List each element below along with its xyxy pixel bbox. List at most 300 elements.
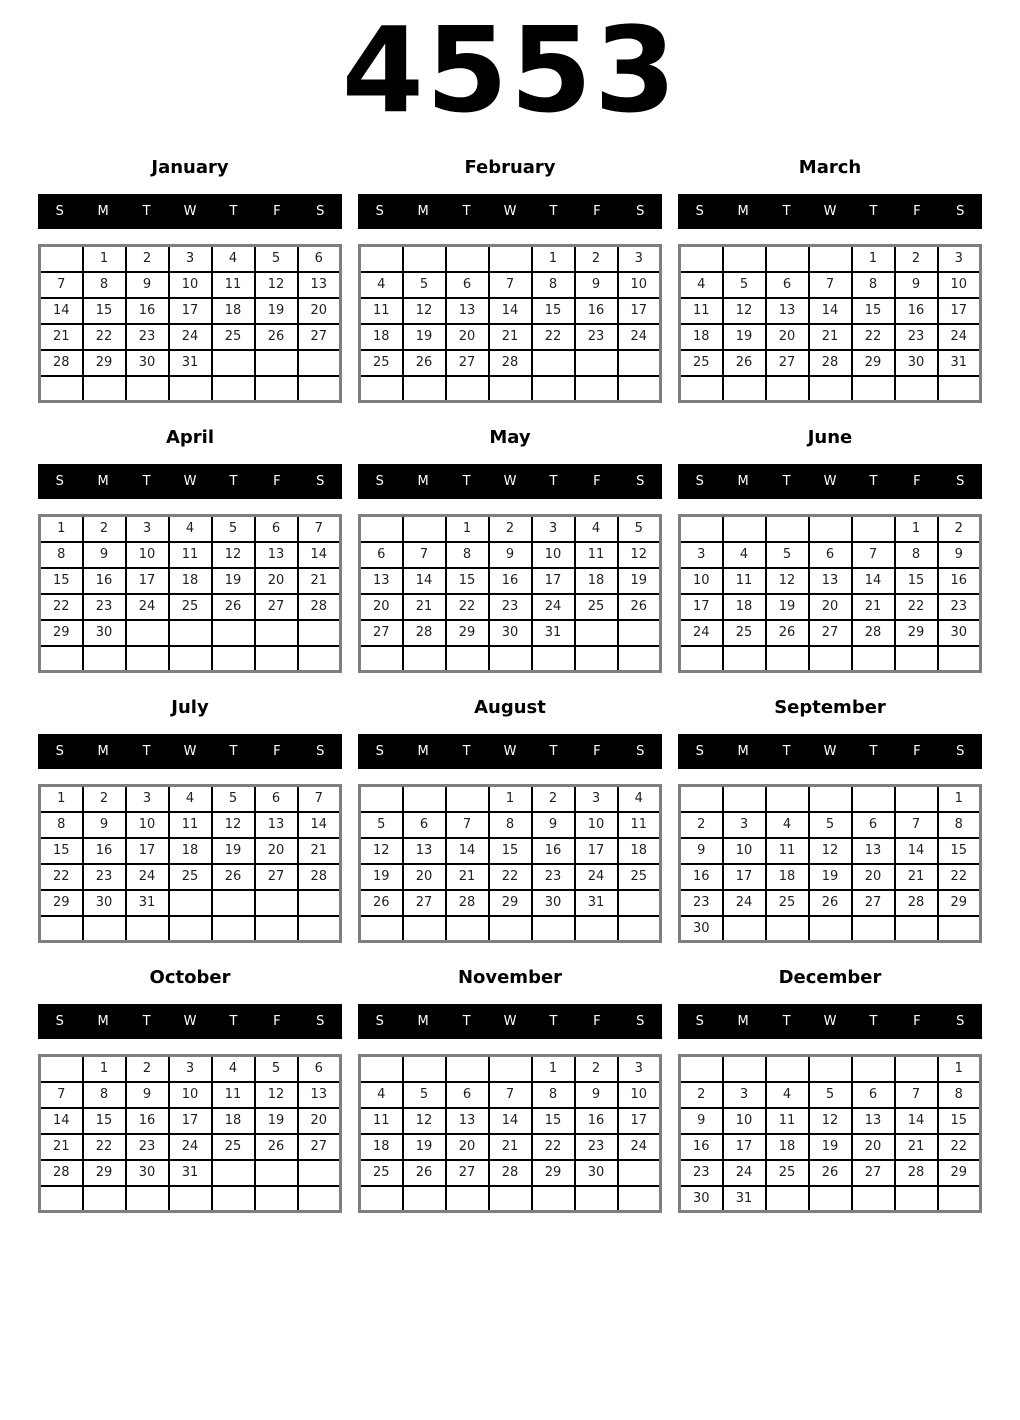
empty-day-cell [298,1160,341,1186]
weekday-label: S [375,474,384,490]
day-cell: 13 [255,542,298,568]
month-title: September [774,697,886,719]
empty-day-cell [83,646,126,672]
day-cell: 17 [126,838,169,864]
day-cell: 31 [532,620,575,646]
weekday-header-bar [358,1004,662,1039]
day-cell: 2 [575,1056,618,1082]
weekday-label: W [503,744,517,760]
weekday-label: M [417,474,429,490]
empty-day-cell [680,516,723,542]
day-cell: 28 [809,350,852,376]
week-row [360,890,661,916]
month-august [358,697,662,943]
day-cell: 10 [618,272,661,298]
week-row [40,516,341,542]
day-cell: 5 [618,516,661,542]
day-cell: 28 [298,594,341,620]
day-cell: 20 [852,1134,895,1160]
day-cell: 22 [40,864,83,890]
day-cell: 5 [809,1082,852,1108]
weekday-label: F [593,204,601,220]
day-cell: 1 [852,246,895,272]
weekday-label: M [97,474,109,490]
empty-day-cell [126,916,169,942]
month-title: October [149,967,231,989]
empty-day-cell [403,1186,446,1212]
week-row [360,646,661,672]
day-cell: 8 [938,812,981,838]
day-cell: 3 [680,542,723,568]
empty-day-cell [680,786,723,812]
month-june [678,427,982,673]
weekday-label: M [417,204,429,220]
day-cell: 8 [852,272,895,298]
day-cell: 4 [575,516,618,542]
day-cell: 23 [680,890,723,916]
day-cell: 30 [126,1160,169,1186]
empty-day-cell [680,1056,723,1082]
weekday-label: F [593,1014,601,1030]
weekday-label: F [913,474,921,490]
day-cell: 30 [532,890,575,916]
day-cell: 11 [169,812,212,838]
day-cell: 27 [255,594,298,620]
day-cell: 8 [446,542,489,568]
day-cell: 17 [938,298,981,324]
day-cell: 6 [446,1082,489,1108]
day-cell: 19 [723,324,766,350]
empty-day-cell [809,246,852,272]
day-cell: 25 [212,1134,255,1160]
day-cell: 8 [895,542,938,568]
day-cell: 5 [403,272,446,298]
day-cell: 11 [360,298,403,324]
empty-day-cell [298,646,341,672]
weekday-label: S [956,204,965,220]
empty-day-cell [809,516,852,542]
week-row [680,890,981,916]
empty-day-cell [446,646,489,672]
week-row [360,786,661,812]
day-cell: 1 [938,1056,981,1082]
weekday-label: F [273,474,281,490]
weekday-label: S [375,744,384,760]
day-cell: 1 [489,786,532,812]
day-grid [678,1054,982,1213]
empty-day-cell [298,376,341,402]
month-title: April [165,427,215,449]
day-cell: 17 [680,594,723,620]
day-cell: 20 [255,838,298,864]
empty-day-cell [126,646,169,672]
day-cell: 19 [360,864,403,890]
weekday-label: M [417,744,429,760]
day-cell: 29 [895,620,938,646]
day-cell: 14 [298,542,341,568]
day-cell: 15 [40,568,83,594]
day-cell: 28 [40,350,83,376]
day-cell: 23 [938,594,981,620]
day-cell: 29 [83,1160,126,1186]
weekday-label: T [142,204,151,220]
day-cell: 28 [489,1160,532,1186]
empty-day-cell [489,916,532,942]
week-row [680,376,981,402]
empty-day-cell [126,620,169,646]
day-cell: 10 [126,542,169,568]
day-cell: 23 [126,324,169,350]
day-cell: 2 [895,246,938,272]
weekday-label: F [273,744,281,760]
weekday-label: F [273,1014,281,1030]
day-cell: 24 [532,594,575,620]
week-row [40,646,341,672]
day-cell: 7 [489,272,532,298]
day-cell: 5 [766,542,809,568]
week-row [360,1186,661,1212]
day-cell: 25 [618,864,661,890]
day-cell: 5 [723,272,766,298]
month-february [358,157,662,403]
day-cell: 21 [446,864,489,890]
day-cell: 29 [938,1160,981,1186]
day-cell: 9 [83,812,126,838]
day-cell: 17 [169,1108,212,1134]
weekday-label: S [956,744,965,760]
weekday-label: T [462,204,471,220]
day-cell: 17 [723,1134,766,1160]
day-cell: 14 [489,1108,532,1134]
day-cell: 21 [895,1134,938,1160]
day-cell: 3 [723,1082,766,1108]
weekday-header-bar [38,1004,342,1039]
empty-day-cell [403,916,446,942]
day-cell: 31 [575,890,618,916]
day-cell: 22 [532,324,575,350]
day-cell: 19 [809,864,852,890]
day-cell: 6 [809,542,852,568]
empty-day-cell [532,646,575,672]
day-cell: 26 [212,594,255,620]
week-row [680,568,981,594]
day-cell: 10 [126,812,169,838]
day-cell: 14 [403,568,446,594]
weekday-label: S [636,204,645,220]
day-cell: 18 [360,324,403,350]
empty-day-cell [809,376,852,402]
day-cell: 20 [298,298,341,324]
day-cell: 6 [403,812,446,838]
day-cell: 18 [169,838,212,864]
empty-day-cell [766,376,809,402]
empty-day-cell [212,620,255,646]
week-row [680,786,981,812]
day-cell: 7 [852,542,895,568]
weekday-label: T [549,204,558,220]
day-cell: 7 [403,542,446,568]
day-cell: 8 [83,272,126,298]
week-row [360,542,661,568]
day-cell: 10 [723,1108,766,1134]
empty-day-cell [575,1186,618,1212]
empty-day-cell [212,376,255,402]
empty-day-cell [489,646,532,672]
day-cell: 30 [938,620,981,646]
day-cell: 23 [489,594,532,620]
week-row [680,350,981,376]
empty-day-cell [360,646,403,672]
day-cell: 21 [489,324,532,350]
day-cell: 22 [938,864,981,890]
day-grid [678,244,982,403]
day-cell: 12 [212,812,255,838]
empty-day-cell [360,516,403,542]
empty-day-cell [126,376,169,402]
day-cell: 22 [83,324,126,350]
day-cell: 30 [680,1186,723,1212]
empty-day-cell [255,916,298,942]
month-march [678,157,982,403]
day-cell: 28 [40,1160,83,1186]
weekday-label: S [695,1014,704,1030]
empty-day-cell [766,786,809,812]
day-cell: 10 [169,272,212,298]
empty-day-cell [618,916,661,942]
empty-day-cell [40,1056,83,1082]
weekday-label: S [636,744,645,760]
day-cell: 4 [212,246,255,272]
empty-day-cell [360,376,403,402]
day-cell: 29 [40,890,83,916]
empty-day-cell [446,786,489,812]
day-grid [358,1054,662,1213]
week-row [40,568,341,594]
week-row [680,542,981,568]
day-cell: 14 [40,298,83,324]
weekday-label: W [503,1014,517,1030]
day-cell: 26 [723,350,766,376]
weekday-label: S [695,204,704,220]
day-grid [358,514,662,673]
week-row [680,620,981,646]
year-title: 4553 [341,1,679,139]
day-cell: 27 [360,620,403,646]
empty-day-cell [298,350,341,376]
empty-day-cell [766,1056,809,1082]
day-cell: 27 [298,324,341,350]
day-cell: 9 [489,542,532,568]
empty-day-cell [212,890,255,916]
empty-day-cell [83,916,126,942]
day-cell: 21 [809,324,852,350]
empty-day-cell [680,646,723,672]
month-title: January [151,157,229,179]
day-cell: 1 [446,516,489,542]
weekday-label: F [913,204,921,220]
day-cell: 19 [212,838,255,864]
day-cell: 24 [618,1134,661,1160]
month-july [38,697,342,943]
day-cell: 10 [723,838,766,864]
day-cell: 3 [575,786,618,812]
empty-day-cell [255,890,298,916]
empty-day-cell [766,1186,809,1212]
day-cell: 11 [212,1082,255,1108]
empty-day-cell [895,1186,938,1212]
day-cell: 11 [169,542,212,568]
day-cell: 22 [895,594,938,620]
day-cell: 21 [489,1134,532,1160]
week-row [360,916,661,942]
month-january [38,157,342,403]
month-may [358,427,662,673]
day-cell: 21 [403,594,446,620]
day-cell: 24 [723,890,766,916]
day-cell: 17 [126,568,169,594]
day-cell: 7 [40,272,83,298]
day-cell: 3 [618,1056,661,1082]
empty-day-cell [489,1186,532,1212]
week-row [680,272,981,298]
day-cell: 21 [895,864,938,890]
day-cell: 24 [938,324,981,350]
day-cell: 12 [723,298,766,324]
day-cell: 15 [938,1108,981,1134]
day-grid [678,514,982,673]
day-cell: 13 [360,568,403,594]
day-cell: 1 [532,246,575,272]
week-row [40,350,341,376]
month-title: May [489,427,531,449]
empty-day-cell [403,646,446,672]
weekday-label: T [229,474,238,490]
day-cell: 11 [575,542,618,568]
day-cell: 5 [255,1056,298,1082]
day-cell: 27 [298,1134,341,1160]
week-row [680,324,981,350]
empty-day-cell [532,376,575,402]
week-row [680,298,981,324]
day-cell: 24 [169,1134,212,1160]
empty-day-cell [489,376,532,402]
weekday-header-bar [38,464,342,499]
empty-day-cell [809,1056,852,1082]
day-cell: 21 [298,568,341,594]
day-cell: 3 [126,516,169,542]
day-cell: 3 [532,516,575,542]
weekday-label: F [913,744,921,760]
empty-day-cell [618,890,661,916]
day-cell: 17 [618,1108,661,1134]
empty-day-cell [618,1186,661,1212]
month-december [678,967,982,1213]
week-row [360,1160,661,1186]
day-cell: 29 [446,620,489,646]
day-cell: 10 [575,812,618,838]
weekday-label: W [503,474,517,490]
day-cell: 22 [938,1134,981,1160]
day-cell: 20 [298,1108,341,1134]
week-row [40,890,341,916]
weekday-label: T [549,744,558,760]
empty-day-cell [255,1160,298,1186]
day-cell: 14 [852,568,895,594]
weekday-label: T [869,474,878,490]
day-cell: 16 [938,568,981,594]
week-row [40,376,341,402]
day-cell: 25 [212,324,255,350]
empty-day-cell [212,1186,255,1212]
day-cell: 16 [895,298,938,324]
day-cell: 6 [852,1082,895,1108]
day-cell: 23 [83,594,126,620]
day-cell: 12 [403,298,446,324]
day-cell: 11 [766,1108,809,1134]
day-cell: 7 [298,786,341,812]
week-row [680,916,981,942]
day-cell: 3 [723,812,766,838]
week-row [680,1160,981,1186]
weekday-label: W [183,204,197,220]
day-cell: 10 [618,1082,661,1108]
day-cell: 12 [618,542,661,568]
empty-day-cell [40,376,83,402]
day-cell: 31 [169,1160,212,1186]
weekday-header-bar [678,194,982,229]
month-title: December [778,967,882,989]
empty-day-cell [723,376,766,402]
week-row [40,1186,341,1212]
empty-day-cell [618,1160,661,1186]
week-row [40,812,341,838]
empty-day-cell [212,646,255,672]
day-cell: 6 [255,786,298,812]
day-cell: 10 [169,1082,212,1108]
day-cell: 12 [360,838,403,864]
day-cell: 7 [40,1082,83,1108]
empty-day-cell [723,916,766,942]
day-cell: 17 [575,838,618,864]
day-cell: 29 [532,1160,575,1186]
weekday-label: F [593,744,601,760]
week-row [360,838,661,864]
day-cell: 15 [895,568,938,594]
empty-day-cell [618,646,661,672]
day-cell: 15 [532,298,575,324]
day-cell: 2 [575,246,618,272]
day-cell: 9 [126,272,169,298]
day-cell: 4 [618,786,661,812]
day-cell: 17 [618,298,661,324]
day-cell: 26 [809,890,852,916]
day-cell: 1 [532,1056,575,1082]
day-cell: 24 [618,324,661,350]
day-cell: 8 [40,542,83,568]
empty-day-cell [766,646,809,672]
empty-day-cell [446,376,489,402]
day-cell: 28 [298,864,341,890]
day-cell: 2 [680,1082,723,1108]
week-row [680,1134,981,1160]
weekday-label: T [549,474,558,490]
day-cell: 29 [83,350,126,376]
weekday-header-bar [358,734,662,769]
empty-day-cell [852,1186,895,1212]
day-cell: 27 [446,350,489,376]
empty-day-cell [255,350,298,376]
weekday-label: F [913,1014,921,1030]
